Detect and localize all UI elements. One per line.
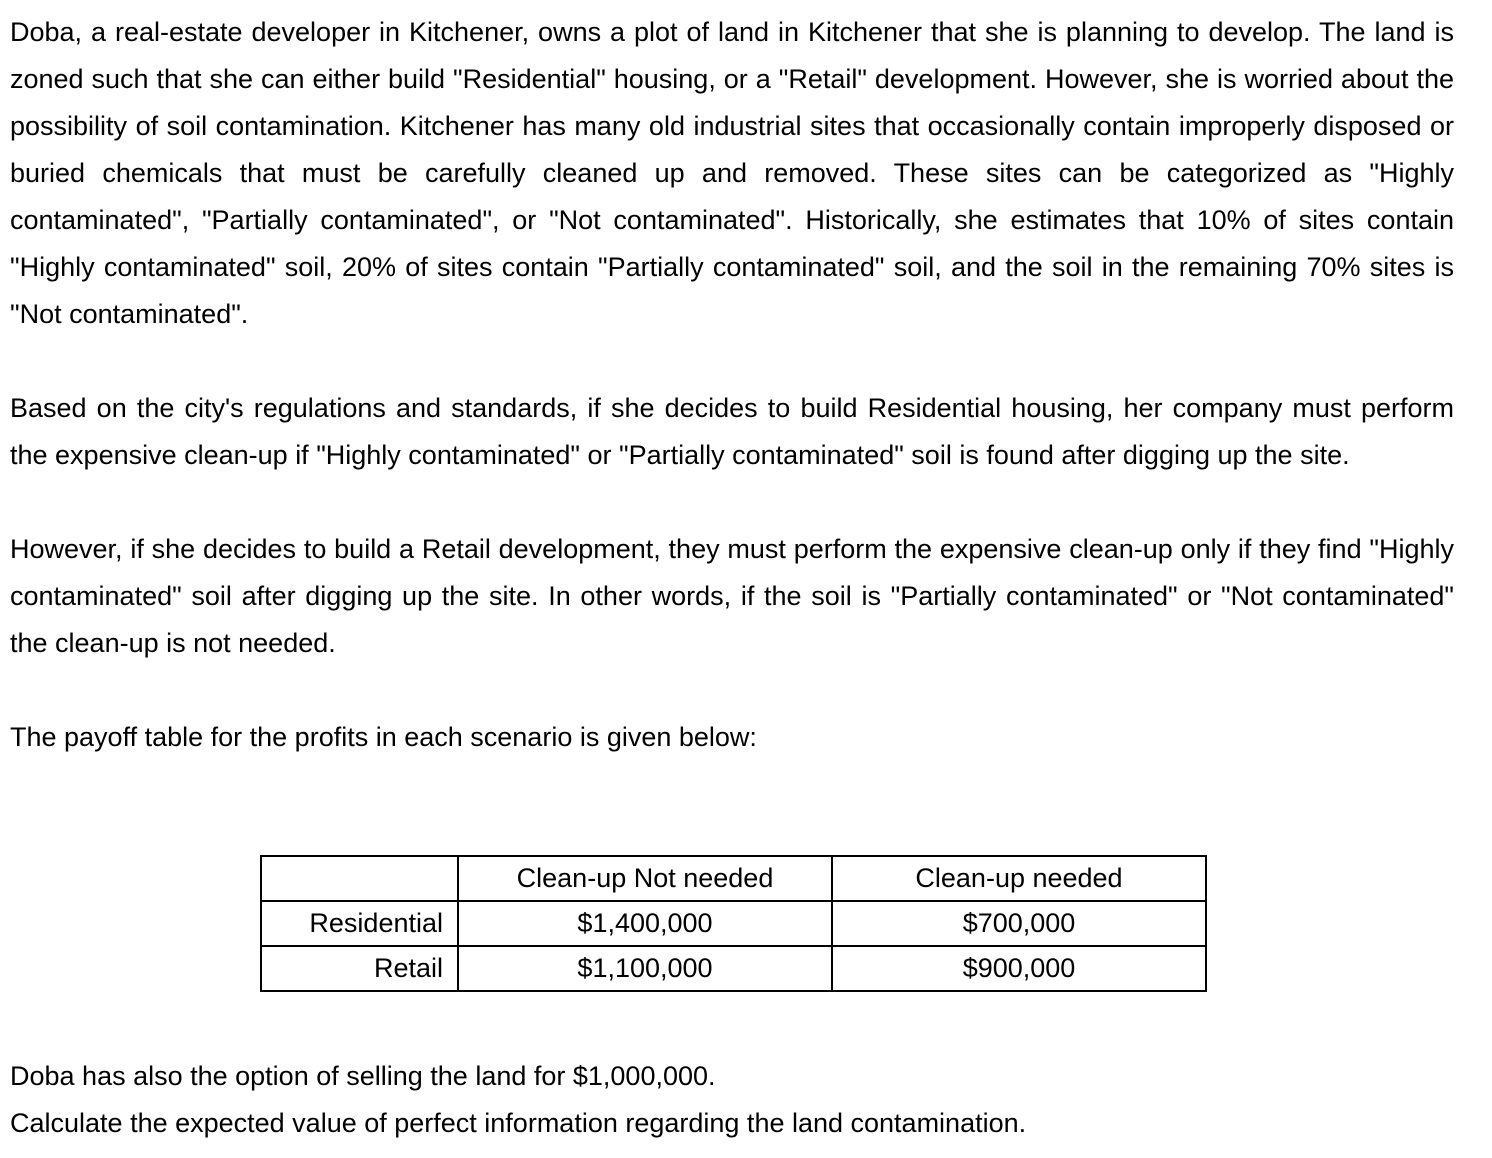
row-label-residential: Residential [261, 901, 458, 946]
payoff-table [260, 855, 1207, 992]
retail-no-cleanup-value: $1,100,000 [458, 946, 832, 991]
table-header-row [261, 856, 1206, 901]
retail-cleanup-value: $900,000 [832, 946, 1206, 991]
residential-cleanup-value: $700,000 [832, 901, 1206, 946]
intro-paragraph: Doba, a real-estate developer in Kitchener, owns a plot of land in Kitchener that she is planning to develop. The land is zoned such that she can either build "Residential" housing, or a "Retail" development. However, she is worried about the possibility of soil contamination. Kitchener has many old industrial sites that occasionally contain improperly disposed or buried chemicals that must be carefully cleaned up and removed. These sites can be categorized as "Highly contaminated", "Partially contaminated", or "Not contaminated". Historically, she estimates that 10% of sites contain "Highly contaminated" soil, 20% of sites contain "Partially contaminated" soil, and the soil in the remaining 70% sites is "Not contaminated". [10, 17, 1454, 329]
header-cleanup-needed: Clean-up needed [832, 856, 1206, 901]
retail-rule-paragraph: However, if she decides to build a Retail development, they must perform the expensive clean-up only if they find "Highly contaminated" soil after digging up the site. In other words, if the soil is "Partially contaminated" or "Not contaminated" the clean-up is not needed. [10, 534, 1454, 658]
closing-text [10, 1053, 1454, 1147]
question-line: Calculate the expected value of perfect information regarding the land contamination. [10, 1108, 1027, 1138]
paragraph-gap [10, 667, 1454, 714]
table-row [261, 946, 1206, 991]
row-label-retail: Retail [261, 946, 458, 991]
table-row [261, 901, 1206, 946]
residential-rule-paragraph: Based on the city's regulations and standards, if she decides to build Residential housing, her company must perform the expensive clean-up if "Highly contaminated" or "Partially contaminated" soil is found after digging up the site. [10, 393, 1454, 470]
problem-text [10, 9, 1454, 761]
paragraph-gap [10, 338, 1454, 385]
paragraph-gap [10, 479, 1454, 526]
residential-no-cleanup-value: $1,400,000 [458, 901, 832, 946]
payoff-intro-line: The payoff table for the profits in each scenario is given below: [10, 722, 757, 752]
sell-option-line: Doba has also the option of selling the land for $1,000,000. [10, 1061, 716, 1091]
table-corner-cell [261, 856, 458, 901]
header-cleanup-not-needed: Clean-up Not needed [458, 856, 832, 901]
